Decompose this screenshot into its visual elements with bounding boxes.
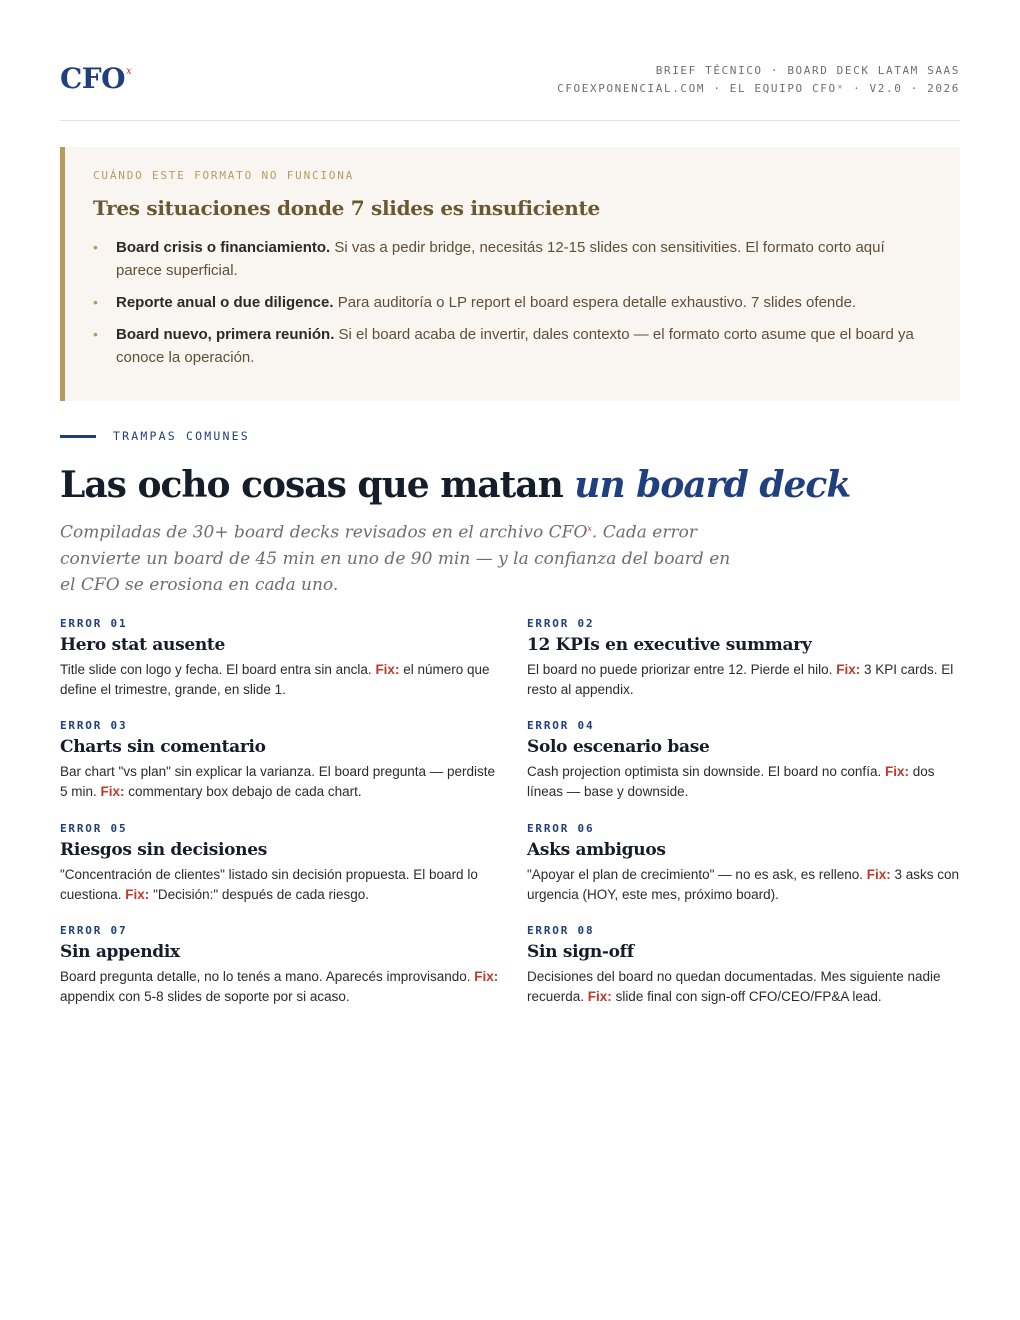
logo-superscript: x — [126, 66, 132, 77]
error-body — [60, 660, 500, 700]
error-card — [60, 822, 500, 905]
callout-item-text: Si vas a pedir bridge, necesitás 12-15 slides con sensitivities. El formato corto aquí parece superficial. — [116, 239, 885, 279]
error-fix: commentary box debajo de cada chart. — [124, 784, 362, 799]
error-title: Sin appendix — [60, 942, 180, 962]
fix-label: Fix: — [866, 867, 891, 882]
error-body — [527, 967, 967, 1007]
fix-label: Fix: — [100, 784, 125, 799]
error-fix: 3 KPI cards. El resto al appendix. — [527, 662, 954, 697]
error-fix: slide final con sign-off CFO/CEO/FP&A lead. — [611, 989, 882, 1004]
error-fix: 3 asks con urgencia (HOY, este mes, próximo board). — [527, 867, 960, 902]
error-description: Decisiones del board no quedan documentadas. Mes siguiente nadie recuerda. — [527, 969, 941, 1004]
page-header — [60, 60, 960, 121]
error-card — [527, 617, 967, 700]
error-code: ERROR 07 — [60, 924, 128, 937]
subtitle-part-b: . Cada error convierte un board de 45 min en uno de 90 min — y la confianza del board en el CFO se erosiona en cada uno. — [60, 522, 731, 595]
meta-line-2: CFOEXPONENCIAL.COM · EL EQUIPO CFOˣ · V2.0 · 2026 — [557, 82, 960, 95]
section-subtitle — [60, 516, 740, 598]
callout-item — [93, 323, 930, 369]
error-description: El board no puede priorizar entre 12. Pierde el hilo. — [527, 662, 837, 677]
warning-callout — [60, 147, 960, 401]
error-card — [527, 822, 967, 905]
callout-item-bold: Board nuevo, primera reunión. — [116, 326, 335, 343]
error-title: Hero stat ausente — [60, 635, 225, 655]
callout-item — [93, 236, 930, 282]
error-body — [60, 865, 500, 905]
bullet-icon: • — [93, 239, 98, 255]
cfo-logo — [60, 62, 131, 95]
error-card — [60, 719, 500, 802]
error-code: ERROR 03 — [60, 719, 128, 732]
logo-text: CFO — [60, 62, 126, 95]
error-title: Charts sin comentario — [60, 737, 266, 757]
error-card — [60, 924, 500, 1007]
callout-item-bold: Reporte anual o due diligence. — [116, 294, 334, 311]
bullet-icon: • — [93, 294, 98, 310]
error-code: ERROR 04 — [527, 719, 595, 732]
error-title: Sin sign-off — [527, 942, 634, 962]
error-title: Riesgos sin decisiones — [60, 840, 268, 860]
document-meta — [557, 62, 960, 98]
section-title-accent: un board deck — [574, 464, 851, 506]
error-body — [527, 660, 967, 700]
error-title: Asks ambiguos — [527, 840, 666, 860]
error-body — [60, 967, 500, 1007]
error-card — [527, 924, 967, 1007]
callout-eyebrow: CUÁNDO ESTE FORMATO NO FUNCIONA — [93, 169, 355, 182]
fix-label: Fix: — [884, 764, 909, 779]
section-eyebrow: TRAMPAS COMUNES — [113, 429, 250, 443]
error-card — [527, 719, 967, 802]
fix-label: Fix: — [125, 887, 150, 902]
callout-list — [93, 236, 930, 369]
error-body — [60, 762, 500, 802]
error-code: ERROR 06 — [527, 822, 595, 835]
error-code: ERROR 01 — [60, 617, 128, 630]
error-code: ERROR 08 — [527, 924, 595, 937]
error-card — [60, 617, 500, 700]
error-description: Cash projection optimista sin downside. El board no confía. — [527, 764, 885, 779]
subtitle-superscript: x — [587, 524, 592, 533]
error-title: 12 KPIs en executive summary — [527, 635, 812, 655]
fix-label: Fix: — [587, 989, 612, 1004]
fix-label: Fix: — [375, 662, 400, 677]
error-fix: dos líneas — base y downside. — [527, 764, 935, 799]
callout-item-text: Para auditoría o LP report el board espera detalle exhaustivo. 7 slides ofende. — [333, 294, 857, 311]
callout-item-bold: Board crisis o financiamiento. — [116, 239, 331, 256]
error-description: Bar chart "vs plan" sin explicar la varianza. El board pregunta — perdiste 5 min. — [60, 764, 496, 799]
fix-label: Fix: — [474, 969, 499, 984]
callout-item-text: Si el board acaba de invertir, dales contexto — el formato corto asume que el board ya conoce la operación. — [116, 326, 914, 366]
error-title: Solo escenario base — [527, 737, 710, 757]
section-title — [60, 464, 850, 506]
error-description: Board pregunta detalle, no lo tenés a mano. Aparecés improvisando. — [60, 969, 475, 984]
section-rule — [60, 435, 96, 438]
meta-line-1: BRIEF TÉCNICO · BOARD DECK LATAM SAAS — [655, 64, 960, 77]
fix-label: Fix: — [836, 662, 861, 677]
error-description: "Concentración de clientes" listado sin decisión propuesta. El board lo cuestiona. — [60, 867, 478, 902]
error-code: ERROR 05 — [60, 822, 128, 835]
callout-title: Tres situaciones donde 7 slides es insuficiente — [93, 196, 600, 220]
error-fix: appendix con 5-8 slides de soporte por si acaso. — [60, 989, 350, 1004]
error-fix: "Decisión:" después de cada riesgo. — [149, 887, 370, 902]
error-description: Title slide con logo y fecha. El board entra sin ancla. — [60, 662, 376, 677]
error-code: ERROR 02 — [527, 617, 595, 630]
subtitle-part-a: Compiladas de 30+ board decks revisados en el archivo CFO — [60, 522, 588, 543]
bullet-icon: • — [93, 326, 98, 342]
callout-item — [93, 291, 930, 314]
section-title-plain: Las ocho cosas que matan — [60, 464, 575, 506]
error-fix: el número que define el trimestre, grande, en slide 1. — [60, 662, 490, 697]
error-body — [527, 865, 967, 905]
error-description: "Apoyar el plan de crecimiento" — no es ask, es relleno. — [527, 867, 867, 882]
error-body — [527, 762, 967, 802]
